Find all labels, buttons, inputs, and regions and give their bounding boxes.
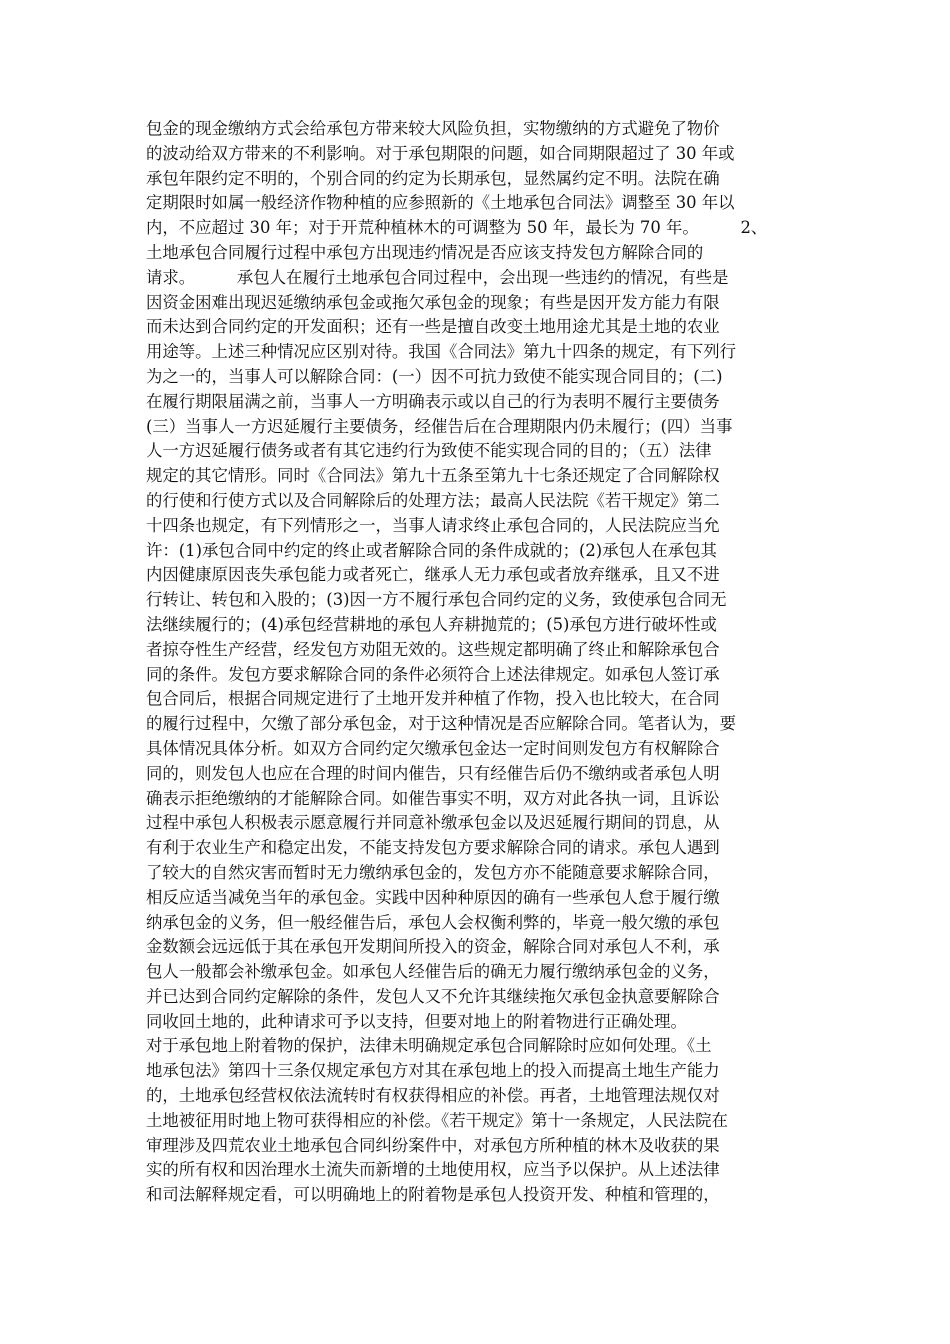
text-line: 了较大的自然灾害而暂时无力缴纳承包金的，发包方亦不能随意要求解除合同，	[146, 862, 720, 882]
text-line: 土地被征用时地上物可获得相应的补偿。《若干规定》第十一条规定，人民法院在	[146, 1110, 728, 1130]
text-line: 为之一的，当事人可以解除合同：(一）因不可抗力致使不能实现合同目的；(二)	[146, 366, 723, 386]
text-line: 定期限时如属一般经济作物种植的应参照新的《土地承包合同法》调整至 30 年以	[146, 193, 735, 213]
text-line: 用途等。上述三种情况应区别对待。我国《合同法》第九十四条的规定，有下列行	[146, 342, 737, 362]
text-line: 并已达到合同约定解除的条件，发包人又不允许其继续拖欠承包金执意要解除合	[146, 986, 720, 1006]
text-line: 地承包法》第四十三条仅规定承包方对其在承包地上的投入而提高土地生产能力	[146, 1061, 720, 1081]
text-line: (三）当事人一方迟延履行主要债务，经催告后在合理期限内仍未履行；(四）当事	[146, 416, 733, 436]
text-line: 同的，则发包人也应在合理的时间内催告，只有经催告后仍不缴纳或者承包人明	[146, 763, 720, 783]
text-line: 纳承包金的义务，但一般经催告后，承包人会权衡利弊的，毕竟一般欠缴的承包	[146, 912, 720, 932]
text-line: 和司法解释规定看，可以明确地上的附着物是承包人投资开发、种植和管理的，	[146, 1185, 720, 1205]
text-line: 的行使和行使方式以及合同解除后的处理方法；最高人民法院《若干规定》第二	[146, 490, 720, 510]
text-line: 内因健康原因丧失承包能力或者死亡，继承人无力承包或者放弃继承，且又不进	[146, 565, 720, 585]
text-line: 者掠夺性生产经营，经发包方劝阻无效的。这些规定都明确了终止和解除承包合	[146, 639, 720, 659]
text-line: 包合同后，根据合同规定进行了土地开发并种植了作物，投入也比较大，在合同	[146, 689, 720, 709]
body-text	[146, 117, 806, 1208]
text-line: 包人一般都会补缴承包金。如承包人经催告后的确无力履行缴纳承包金的义务，	[146, 962, 720, 982]
text-line: 而未达到合同约定的开发面积；还有一些是擅自改变土地用途尤其是土地的农业	[146, 317, 720, 337]
text-line: 规定的其它情形。同时《合同法》第九十五条至第九十七条还规定了合同解除权	[146, 466, 720, 486]
text-line: 对于承包地上附着物的保护，法律未明确规定承包合同解除时应如何处理。《土	[146, 1036, 712, 1056]
text-line: 的，土地承包经营权依法流转时有权获得相应的补偿。再者，土地管理法规仅对	[146, 1086, 720, 1106]
text-line: 同的条件。发包方要求解除合同的条件必须符合上述法律规定。如承包人签订承	[146, 664, 720, 684]
text-line: 的波动给双方带来的不利影响。对于承包期限的问题，如合同期限超过了 30 年或	[146, 143, 735, 163]
text-line: 的履行过程中，欠缴了部分承包金，对于这种情况是否应解除合同。笔者认为，要	[146, 714, 737, 734]
text-line: 土地承包合同履行过程中承包方出现违约情况是否应该支持发包方解除合同的	[146, 242, 704, 262]
text-line: 人一方迟延履行债务或者有其它违约行为致使不能实现合同的目的；（五）法律	[146, 441, 712, 461]
text-line: 内，不应超过 30 年；对于开荒种植林木的可调整为 50 年，最长为 70 年。 2、	[146, 218, 768, 238]
text-line: 具体情况具体分析。如双方合同约定欠缴承包金达一定时间则发包方有权解除合	[146, 738, 720, 758]
text-line: 相反应适当减免当年的承包金。实践中因种种原因的确有一些承包人怠于履行缴	[146, 887, 720, 907]
text-line: 法继续履行的；(4)承包经营耕地的承包人弃耕抛荒的；(5)承包方进行破坏性或	[146, 614, 717, 634]
text-line: 行转让、转包和入股的；(3)因一方不履行承包合同约定的义务，致使承包合同无	[146, 590, 727, 610]
text-line: 包金的现金缴纳方式会给承包方带来较大风险负担，实物缴纳的方式避免了物价	[146, 119, 720, 138]
text-line: 十四条也规定，有下列情形之一，当事人请求终止承包合同的，人民法院应当允	[146, 515, 720, 535]
text-line: 金数额会远远低于其在承包开发期间所投入的资金，解除合同对承包人不利，承	[146, 937, 720, 957]
text-line: 因资金困难出现迟延缴纳承包金或拖欠承包金的现象；有些是因开发方能力有限	[146, 292, 720, 312]
text-line: 请求。 承包人在履行土地承包合同过程中，会出现一些违约的情况，有些是	[146, 267, 729, 287]
text-line: 审理涉及四荒农业土地承包合同纠纷案件中，对承包方所种植的林木及收获的果	[146, 1135, 720, 1155]
text-line: 实的所有权和因治理水土流失而新增的土地使用权，应当予以保护。从上述法律	[146, 1160, 720, 1180]
text-line: 过程中承包人积极表示愿意履行并同意补缴承包金以及迟延履行期间的罚息，从	[146, 813, 720, 833]
text-line: 同收回土地的，此种请求可予以支持，但要对地上的附着物进行正确处理。	[146, 1011, 687, 1031]
text-line: 承包年限约定不明的，个别合同的约定为长期承包，显然属约定不明。法院在确	[146, 168, 720, 188]
text-line: 许：(1)承包合同中约定的终止或者解除合同的条件成就的；(2)承包人在承包其	[146, 540, 717, 560]
text-line: 有利于农业生产和稳定出发，不能支持发包方要求解除合同的请求。承包人遇到	[146, 838, 720, 858]
text-line: 确表示拒绝缴纳的才能解除合同。如催告事实不明，双方对此各执一词，且诉讼	[146, 788, 720, 808]
text-line: 在履行期限届满之前，当事人一方明确表示或以自己的行为表明不履行主要债务	[146, 391, 720, 411]
